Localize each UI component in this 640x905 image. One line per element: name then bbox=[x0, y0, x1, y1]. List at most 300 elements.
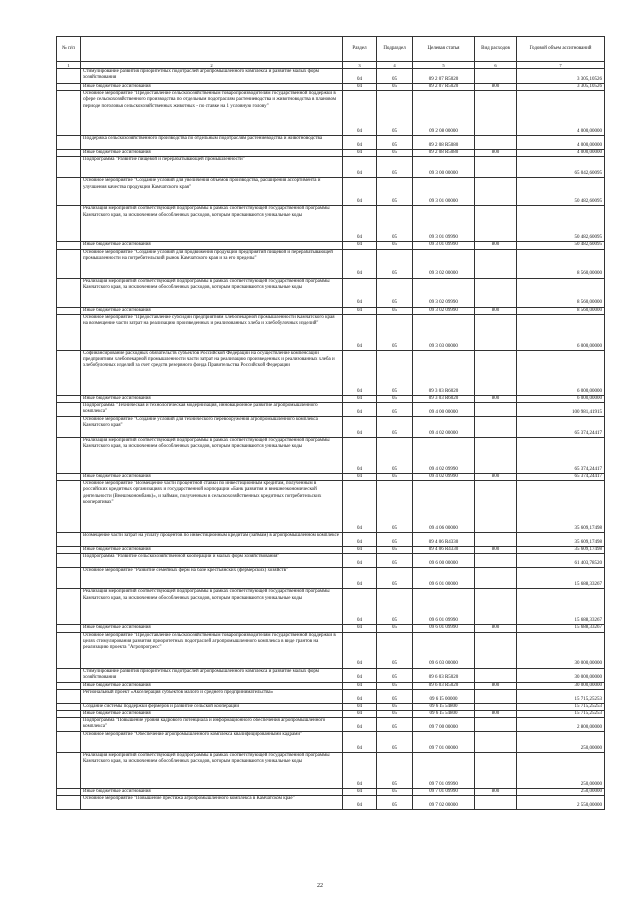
row-podrazdel-cell: 05 bbox=[377, 589, 413, 625]
column-number: 6 bbox=[475, 62, 517, 69]
row-target-article-cell: 09 4 06 R4330 bbox=[413, 547, 475, 554]
row-expense-type-cell: 800 bbox=[475, 307, 517, 314]
row-name-cell: Реализация мероприятий соответствующей подпрограммы в рамках соответствующей государственной программы Камчатского края, за исключением обособленных расходов, которым присваиваются уникальные коды bbox=[81, 206, 343, 242]
row-podrazdel-cell: 05 bbox=[377, 554, 413, 568]
row-podrazdel-cell: 05 bbox=[377, 150, 413, 157]
row-sum-cell: 15 688,33267 bbox=[517, 625, 605, 632]
row-expense-type-cell bbox=[475, 796, 517, 810]
column-number: 7 bbox=[517, 62, 605, 69]
row-number-cell bbox=[57, 682, 81, 689]
row-podrazdel-cell: 05 bbox=[377, 307, 413, 314]
row-expense-type-cell: 800 bbox=[475, 682, 517, 689]
page-number: 22 bbox=[317, 883, 323, 889]
table-row bbox=[57, 350, 605, 395]
row-name-cell: Иные бюджетные ассигнования bbox=[81, 789, 343, 796]
row-name-cell: Основное мероприятие "Создание условий для продвижения продукции предприятий пищевой и перерабатывающей промышленности на потребительский рынок Камчатского края и за его пределы" bbox=[81, 249, 343, 278]
table-row bbox=[57, 789, 605, 796]
row-sum-cell: 3 305,10526 bbox=[517, 84, 605, 91]
table-row bbox=[57, 417, 605, 438]
table-row bbox=[57, 157, 605, 178]
table-row bbox=[57, 796, 605, 810]
row-podrazdel-cell: 05 bbox=[377, 547, 413, 554]
row-target-article-cell: 09 3 01 09990 bbox=[413, 206, 475, 242]
row-expense-type-cell bbox=[475, 632, 517, 668]
row-razdel-cell: 04 bbox=[343, 157, 377, 178]
row-razdel-cell: 04 bbox=[343, 84, 377, 91]
row-podrazdel-cell: 05 bbox=[377, 136, 413, 150]
row-podrazdel-cell: 05 bbox=[377, 249, 413, 278]
table-body bbox=[57, 69, 605, 810]
row-name-cell: Иные бюджетные ассигнования bbox=[81, 84, 343, 91]
row-sum-cell: 250,00000 bbox=[517, 789, 605, 796]
row-target-article-cell: 09 2 07 R5020 bbox=[413, 69, 475, 84]
row-expense-type-cell bbox=[475, 206, 517, 242]
row-razdel-cell: 04 bbox=[343, 481, 377, 533]
row-target-article-cell: 09 3 00 00000 bbox=[413, 157, 475, 178]
row-expense-type-cell bbox=[475, 136, 517, 150]
row-name-cell: Реализация мероприятий соответствующей подпрограммы в рамках соответствующей государственной программы Камчатского края, за исключением обособленных расходов, которым присваиваются уникальные коды bbox=[81, 589, 343, 625]
row-razdel-cell: 04 bbox=[343, 589, 377, 625]
row-sum-cell: 6 000,00000 bbox=[517, 350, 605, 395]
row-podrazdel-cell: 05 bbox=[377, 689, 413, 703]
row-razdel-cell: 04 bbox=[343, 533, 377, 547]
row-sum-cell: 65 374,24417 bbox=[517, 438, 605, 474]
row-number-cell bbox=[57, 395, 81, 402]
row-razdel-cell: 04 bbox=[343, 395, 377, 402]
row-target-article-cell: 09 6 03 R5020 bbox=[413, 682, 475, 689]
table-row bbox=[57, 625, 605, 632]
row-expense-type-cell bbox=[475, 278, 517, 307]
row-razdel-cell: 04 bbox=[343, 632, 377, 668]
row-podrazdel-cell: 05 bbox=[377, 753, 413, 789]
row-target-article-cell: 09 6 I5 54800 bbox=[413, 703, 475, 710]
row-number-cell bbox=[57, 711, 81, 718]
row-sum-cell: 100 981,41915 bbox=[517, 403, 605, 417]
row-number-cell bbox=[57, 278, 81, 307]
row-target-article-cell: 09 3 03 R6020 bbox=[413, 350, 475, 395]
row-target-article-cell: 09 4 00 00000 bbox=[413, 403, 475, 417]
row-sum-cell: 8 560,00000 bbox=[517, 249, 605, 278]
row-number-cell bbox=[57, 718, 81, 732]
row-target-article-cell: 09 7 01 09990 bbox=[413, 789, 475, 796]
row-podrazdel-cell: 05 bbox=[377, 178, 413, 206]
row-name-cell: Подпрограмма "Повышение уровня кадрового потенциала и информационного обеспечения агропромышленного комплекса" bbox=[81, 718, 343, 732]
row-number-cell bbox=[57, 568, 81, 589]
row-expense-type-cell: 800 bbox=[475, 547, 517, 554]
table-row bbox=[57, 589, 605, 625]
row-target-article-cell: 09 3 02 09990 bbox=[413, 278, 475, 307]
header-annual-volume: Годовой объем ассигнований bbox=[517, 37, 605, 62]
row-name-cell: Основное мероприятие "Предоставление сельскохозяйственным товаропроизводителям государственной поддержки в сфере сельскохозяйственного производства по отдельным подотраслям растениеводства и животноводства в плановом периоде поголовья сельскохозяйственных животных - по ставке на 1 условную голову" bbox=[81, 91, 343, 136]
row-name-cell: Основное мероприятие "Обеспечение агропромышленного комплекса квалифицированными кадрами" bbox=[81, 732, 343, 753]
row-sum-cell: 30 000,00000 bbox=[517, 682, 605, 689]
header-podrazdel: Подраздел bbox=[377, 37, 413, 62]
table-row bbox=[57, 395, 605, 402]
row-podrazdel-cell: 05 bbox=[377, 350, 413, 395]
row-expense-type-cell bbox=[475, 689, 517, 703]
row-razdel-cell: 04 bbox=[343, 625, 377, 632]
row-podrazdel-cell: 05 bbox=[377, 474, 413, 481]
row-name-cell: Возмещение части затрат на уплату процентов по инвестиционным кредитам (займам) в агропромышленном комплексе bbox=[81, 533, 343, 547]
row-razdel-cell: 04 bbox=[343, 206, 377, 242]
row-name-cell: Создание системы поддержки фермеров и развитие сельской кооперации bbox=[81, 703, 343, 710]
row-name-cell: Основное мероприятие "Предоставление сельскохозяйственным товаропроизводителям государственной поддержки в целях стимулирования развития приоритетных подотраслей агропромышленного комплекса в виде грантов на реализацию проекта "Агропрогресс" bbox=[81, 632, 343, 668]
row-name-cell: Иные бюджетные ассигнования bbox=[81, 474, 343, 481]
row-name-cell: Иные бюджетные ассигнования bbox=[81, 547, 343, 554]
row-target-article-cell: 09 2 08 00000 bbox=[413, 91, 475, 136]
header-target-article: Целевая статья bbox=[413, 37, 475, 62]
row-expense-type-cell bbox=[475, 69, 517, 84]
row-target-article-cell: 09 4 02 09990 bbox=[413, 474, 475, 481]
row-expense-type-cell: 800 bbox=[475, 474, 517, 481]
row-number-cell bbox=[57, 554, 81, 568]
row-sum-cell: 65 374,24417 bbox=[517, 474, 605, 481]
row-podrazdel-cell: 05 bbox=[377, 703, 413, 710]
row-podrazdel-cell: 05 bbox=[377, 711, 413, 718]
table-row bbox=[57, 689, 605, 703]
row-podrazdel-cell: 05 bbox=[377, 668, 413, 682]
row-expense-type-cell bbox=[475, 481, 517, 533]
table-row bbox=[57, 438, 605, 474]
row-number-cell bbox=[57, 403, 81, 417]
row-expense-type-cell bbox=[475, 350, 517, 395]
row-podrazdel-cell: 05 bbox=[377, 789, 413, 796]
row-razdel-cell: 04 bbox=[343, 178, 377, 206]
row-expense-type-cell: 800 bbox=[475, 84, 517, 91]
row-name-cell: Реализация мероприятий соответствующей подпрограммы в рамках соответствующей государственной программы Камчатского края, за исключением обособленных расходов, которым присваиваются уникальные коды bbox=[81, 753, 343, 789]
row-target-article-cell: 09 6 03 R5020 bbox=[413, 668, 475, 682]
row-number-cell bbox=[57, 547, 81, 554]
row-name-cell: Иные бюджетные ассигнования bbox=[81, 307, 343, 314]
row-target-article-cell: 09 6 03 00000 bbox=[413, 632, 475, 668]
row-sum-cell: 65 042,60095 bbox=[517, 157, 605, 178]
table-row bbox=[57, 554, 605, 568]
row-sum-cell: 4 000,00000 bbox=[517, 150, 605, 157]
row-expense-type-cell: 800 bbox=[475, 395, 517, 402]
table-row bbox=[57, 668, 605, 682]
row-target-article-cell: 09 2 08 R5080 bbox=[413, 150, 475, 157]
row-expense-type-cell bbox=[475, 554, 517, 568]
row-name-cell: Основное мероприятие "Повышение престижа агропромышленного комплекса в Камчатском крае" bbox=[81, 796, 343, 810]
row-expense-type-cell bbox=[475, 157, 517, 178]
row-podrazdel-cell: 05 bbox=[377, 718, 413, 732]
column-number: 5 bbox=[413, 62, 475, 69]
budget-allocation-table bbox=[56, 36, 605, 810]
row-expense-type-cell bbox=[475, 568, 517, 589]
row-sum-cell: 50 482,60095 bbox=[517, 178, 605, 206]
row-expense-type-cell bbox=[475, 718, 517, 732]
row-target-article-cell: 09 6 I5 54800 bbox=[413, 711, 475, 718]
table-row bbox=[57, 314, 605, 350]
table-row bbox=[57, 474, 605, 481]
row-podrazdel-cell: 05 bbox=[377, 438, 413, 474]
row-razdel-cell: 04 bbox=[343, 249, 377, 278]
table-row bbox=[57, 242, 605, 249]
row-number-cell bbox=[57, 136, 81, 150]
table-row bbox=[57, 84, 605, 91]
table-row bbox=[57, 682, 605, 689]
table-row bbox=[57, 632, 605, 668]
row-razdel-cell: 04 bbox=[343, 547, 377, 554]
row-number-cell bbox=[57, 796, 81, 810]
row-target-article-cell: 09 2 07 R5020 bbox=[413, 84, 475, 91]
row-number-cell bbox=[57, 789, 81, 796]
row-razdel-cell: 04 bbox=[343, 307, 377, 314]
row-sum-cell: 6 000,00000 bbox=[517, 395, 605, 402]
row-number-cell bbox=[57, 533, 81, 547]
table-row bbox=[57, 206, 605, 242]
row-name-cell: Подпрограмма "Развитие сельскохозяйственной кооперации и малых форм хозяйствования" bbox=[81, 554, 343, 568]
row-sum-cell: 65 374,24417 bbox=[517, 417, 605, 438]
row-name-cell: Иные бюджетные ассигнования bbox=[81, 242, 343, 249]
row-name-cell: Реализация мероприятий соответствующей подпрограммы в рамках соответствующей государственной программы Камчатского края, за исключением обособленных расходов, которым присваиваются уникальные коды bbox=[81, 438, 343, 474]
row-number-cell bbox=[57, 417, 81, 438]
row-number-cell bbox=[57, 438, 81, 474]
column-number: 4 bbox=[377, 62, 413, 69]
row-podrazdel-cell: 05 bbox=[377, 682, 413, 689]
row-sum-cell: 15 715,25253 bbox=[517, 703, 605, 710]
row-sum-cell: 30 000,00000 bbox=[517, 632, 605, 668]
row-sum-cell: 30 000,00000 bbox=[517, 668, 605, 682]
row-number-cell bbox=[57, 753, 81, 789]
row-expense-type-cell bbox=[475, 438, 517, 474]
row-sum-cell: 250,00000 bbox=[517, 753, 605, 789]
row-number-cell bbox=[57, 703, 81, 710]
row-target-article-cell: 09 3 03 R6020 bbox=[413, 395, 475, 402]
row-target-article-cell: 09 4 06 00000 bbox=[413, 481, 475, 533]
row-sum-cell: 35 609,17498 bbox=[517, 547, 605, 554]
table-row bbox=[57, 481, 605, 533]
row-target-article-cell: 09 6 01 09990 bbox=[413, 589, 475, 625]
row-podrazdel-cell: 05 bbox=[377, 796, 413, 810]
table-row bbox=[57, 568, 605, 589]
row-sum-cell: 250,00000 bbox=[517, 732, 605, 753]
row-razdel-cell: 04 bbox=[343, 278, 377, 307]
row-sum-cell: 2 800,00000 bbox=[517, 718, 605, 732]
row-target-article-cell: 09 6 I5 00000 bbox=[413, 689, 475, 703]
row-razdel-cell: 04 bbox=[343, 350, 377, 395]
row-razdel-cell: 04 bbox=[343, 403, 377, 417]
table-row bbox=[57, 136, 605, 150]
row-number-cell bbox=[57, 350, 81, 395]
row-name-cell: Иные бюджетные ассигнования bbox=[81, 395, 343, 402]
row-name-cell: Подпрограмма "Техническая и технологическая модернизация, инновационное развитие агропромышленного комплекса" bbox=[81, 403, 343, 417]
row-number-cell bbox=[57, 689, 81, 703]
budget-table-page bbox=[56, 36, 604, 810]
row-number-cell bbox=[57, 69, 81, 84]
header-number: № п/п bbox=[57, 37, 81, 62]
row-razdel-cell: 04 bbox=[343, 796, 377, 810]
row-podrazdel-cell: 05 bbox=[377, 632, 413, 668]
row-podrazdel-cell: 05 bbox=[377, 242, 413, 249]
row-sum-cell: 35 609,17498 bbox=[517, 481, 605, 533]
row-razdel-cell: 04 bbox=[343, 474, 377, 481]
row-name-cell: Поддержка сельскохозяйственного производства по отдельным подотраслям растениеводства и животноводства bbox=[81, 136, 343, 150]
row-number-cell bbox=[57, 474, 81, 481]
row-target-article-cell: 09 2 08 R5080 bbox=[413, 136, 475, 150]
row-name-cell: Основное мероприятие "Создание условий для увеличения объемов производства, расширения ассортимента и улучшения качества продукции Камчатского края" bbox=[81, 178, 343, 206]
table-header-row bbox=[57, 37, 605, 62]
row-razdel-cell: 04 bbox=[343, 753, 377, 789]
row-podrazdel-cell: 05 bbox=[377, 395, 413, 402]
row-number-cell bbox=[57, 625, 81, 632]
row-razdel-cell: 04 bbox=[343, 438, 377, 474]
row-razdel-cell: 04 bbox=[343, 417, 377, 438]
column-number-row bbox=[57, 62, 605, 69]
row-podrazdel-cell: 05 bbox=[377, 91, 413, 136]
row-sum-cell: 50 482,60095 bbox=[517, 206, 605, 242]
row-target-article-cell: 09 4 02 00000 bbox=[413, 417, 475, 438]
row-razdel-cell: 04 bbox=[343, 732, 377, 753]
row-sum-cell: 50 482,60095 bbox=[517, 242, 605, 249]
table-row bbox=[57, 69, 605, 84]
row-number-cell bbox=[57, 668, 81, 682]
row-number-cell bbox=[57, 91, 81, 136]
row-expense-type-cell: 800 bbox=[475, 625, 517, 632]
row-name-cell: Основное мероприятие "Создание условий для технического перевооружения агропромышленного комплекса Камчатского края" bbox=[81, 417, 343, 438]
row-expense-type-cell bbox=[475, 533, 517, 547]
row-razdel-cell: 04 bbox=[343, 150, 377, 157]
row-target-article-cell: 09 6 00 00000 bbox=[413, 554, 475, 568]
row-name-cell: Реализация мероприятий соответствующей подпрограммы в рамках соответствующей государственной программы Камчатского края, за исключением обособленных расходов, которым присваиваются уникальные коды bbox=[81, 278, 343, 307]
table-row bbox=[57, 533, 605, 547]
row-podrazdel-cell: 05 bbox=[377, 69, 413, 84]
column-number: 1 bbox=[57, 62, 81, 69]
row-sum-cell: 61 403,78520 bbox=[517, 554, 605, 568]
row-podrazdel-cell: 05 bbox=[377, 157, 413, 178]
row-target-article-cell: 09 7 01 09990 bbox=[413, 753, 475, 789]
header-razdel: Раздел bbox=[343, 37, 377, 62]
row-name-cell: Иные бюджетные ассигнования bbox=[81, 711, 343, 718]
row-razdel-cell: 04 bbox=[343, 69, 377, 84]
row-number-cell bbox=[57, 249, 81, 278]
table-row bbox=[57, 178, 605, 206]
row-expense-type-cell bbox=[475, 314, 517, 350]
row-target-article-cell: 09 4 06 R4330 bbox=[413, 533, 475, 547]
row-razdel-cell: 04 bbox=[343, 718, 377, 732]
row-number-cell bbox=[57, 307, 81, 314]
row-expense-type-cell bbox=[475, 417, 517, 438]
row-razdel-cell: 04 bbox=[343, 711, 377, 718]
row-target-article-cell: 09 7 00 00000 bbox=[413, 718, 475, 732]
table-row bbox=[57, 91, 605, 136]
column-number: 2 bbox=[81, 62, 343, 69]
row-razdel-cell: 04 bbox=[343, 136, 377, 150]
row-expense-type-cell bbox=[475, 668, 517, 682]
row-expense-type-cell: 800 bbox=[475, 242, 517, 249]
table-row bbox=[57, 718, 605, 732]
row-number-cell bbox=[57, 206, 81, 242]
row-expense-type-cell: 800 bbox=[475, 711, 517, 718]
row-razdel-cell: 04 bbox=[343, 689, 377, 703]
row-number-cell bbox=[57, 178, 81, 206]
row-sum-cell: 15 715,25253 bbox=[517, 689, 605, 703]
row-target-article-cell: 09 6 01 00000 bbox=[413, 568, 475, 589]
row-name-cell: Основное мероприятие "Предоставление субсидии предприятиям хлебопекарной промышленности Камчатского края на возмещение части затрат на реализацию произведенных и реализованных хлеба и хлебобулочных изделий" bbox=[81, 314, 343, 350]
column-number: 3 bbox=[343, 62, 377, 69]
row-podrazdel-cell: 05 bbox=[377, 206, 413, 242]
table-row bbox=[57, 732, 605, 753]
row-podrazdel-cell: 05 bbox=[377, 533, 413, 547]
row-name-cell: Иные бюджетные ассигнования bbox=[81, 625, 343, 632]
row-podrazdel-cell: 05 bbox=[377, 481, 413, 533]
row-podrazdel-cell: 05 bbox=[377, 625, 413, 632]
row-sum-cell: 15 688,33267 bbox=[517, 568, 605, 589]
row-target-article-cell: 09 3 01 09990 bbox=[413, 242, 475, 249]
row-expense-type-cell bbox=[475, 732, 517, 753]
row-sum-cell: 4 000,00000 bbox=[517, 91, 605, 136]
row-name-cell: Иные бюджетные ассигнования bbox=[81, 682, 343, 689]
row-number-cell bbox=[57, 242, 81, 249]
row-podrazdel-cell: 05 bbox=[377, 278, 413, 307]
row-razdel-cell: 04 bbox=[343, 703, 377, 710]
row-expense-type-cell bbox=[475, 589, 517, 625]
row-target-article-cell: 09 4 02 09990 bbox=[413, 438, 475, 474]
row-name-cell: Стимулирование развития приоритетных подотраслей агропромышленного комплекса и развитие малых форм хозяйствования bbox=[81, 69, 343, 84]
row-name-cell: Иные бюджетные ассигнования bbox=[81, 150, 343, 157]
row-podrazdel-cell: 05 bbox=[377, 314, 413, 350]
row-expense-type-cell bbox=[475, 178, 517, 206]
row-name-cell: Софинансирование расходных обязательств субъектов Российской Федерации на осуществление компенсации предприятиям хлебопекарной промышленности части затрат на реализацию произведенных и реализованных хлеба и хлебобулочных изделий за счет средств резервного фонда Правительства Российской Федерации bbox=[81, 350, 343, 395]
row-target-article-cell: 09 3 02 09990 bbox=[413, 307, 475, 314]
table-row bbox=[57, 711, 605, 718]
row-sum-cell: 15 688,33267 bbox=[517, 589, 605, 625]
row-expense-type-cell: 800 bbox=[475, 150, 517, 157]
row-podrazdel-cell: 05 bbox=[377, 732, 413, 753]
row-sum-cell: 4 000,00000 bbox=[517, 136, 605, 150]
row-number-cell bbox=[57, 732, 81, 753]
row-number-cell bbox=[57, 481, 81, 533]
row-target-article-cell: 09 3 02 00000 bbox=[413, 249, 475, 278]
row-razdel-cell: 04 bbox=[343, 242, 377, 249]
row-podrazdel-cell: 05 bbox=[377, 568, 413, 589]
row-razdel-cell: 04 bbox=[343, 668, 377, 682]
row-target-article-cell: 09 3 01 00000 bbox=[413, 178, 475, 206]
row-expense-type-cell bbox=[475, 249, 517, 278]
row-name-cell: Основное мероприятие "Развитие семейных ферм на базе крестьянских (фермерских) хозяйств" bbox=[81, 568, 343, 589]
row-name-cell: Подпрограмма "Развитие пищевой и перерабатывающей промышленности" bbox=[81, 157, 343, 178]
row-sum-cell: 35 609,17498 bbox=[517, 533, 605, 547]
table-row bbox=[57, 150, 605, 157]
row-expense-type-cell bbox=[475, 403, 517, 417]
row-sum-cell: 15 715,25253 bbox=[517, 711, 605, 718]
row-sum-cell: 2 550,00000 bbox=[517, 796, 605, 810]
row-name-cell: Стимулирование развития приоритетных подотраслей агропромышленного комплекса и развитие малых форм хозяйствования bbox=[81, 668, 343, 682]
row-number-cell bbox=[57, 150, 81, 157]
row-number-cell bbox=[57, 84, 81, 91]
header-expense-type: Вид расходов bbox=[475, 37, 517, 62]
row-target-article-cell: 09 7 02 00000 bbox=[413, 796, 475, 810]
row-name-cell: Основное мероприятие "Возмещение части процентной ставки по инвестиционным кредитам, полученным в российских кредитных организациях и государственной корпорации «Банк развития и внешнеэкономической деятельности (Внешэкономбанк)», и займам, полученным в сельскохозяйственных кредитных потребительских кооперативах" bbox=[81, 481, 343, 533]
row-podrazdel-cell: 05 bbox=[377, 84, 413, 91]
row-razdel-cell: 04 bbox=[343, 314, 377, 350]
row-expense-type-cell bbox=[475, 703, 517, 710]
table-row bbox=[57, 547, 605, 554]
row-number-cell bbox=[57, 589, 81, 625]
row-sum-cell: 8 560,00000 bbox=[517, 307, 605, 314]
row-target-article-cell: 09 3 03 00000 bbox=[413, 314, 475, 350]
header-name bbox=[81, 37, 343, 62]
row-target-article-cell: 09 7 01 00000 bbox=[413, 732, 475, 753]
row-name-cell: Региональный проект «Акселерация субъектов малого и среднего предпринимательства» bbox=[81, 689, 343, 703]
row-expense-type-cell bbox=[475, 753, 517, 789]
row-expense-type-cell bbox=[475, 91, 517, 136]
row-razdel-cell: 04 bbox=[343, 568, 377, 589]
row-sum-cell: 3 305,10526 bbox=[517, 69, 605, 84]
row-number-cell bbox=[57, 314, 81, 350]
row-expense-type-cell: 800 bbox=[475, 789, 517, 796]
row-razdel-cell: 04 bbox=[343, 554, 377, 568]
